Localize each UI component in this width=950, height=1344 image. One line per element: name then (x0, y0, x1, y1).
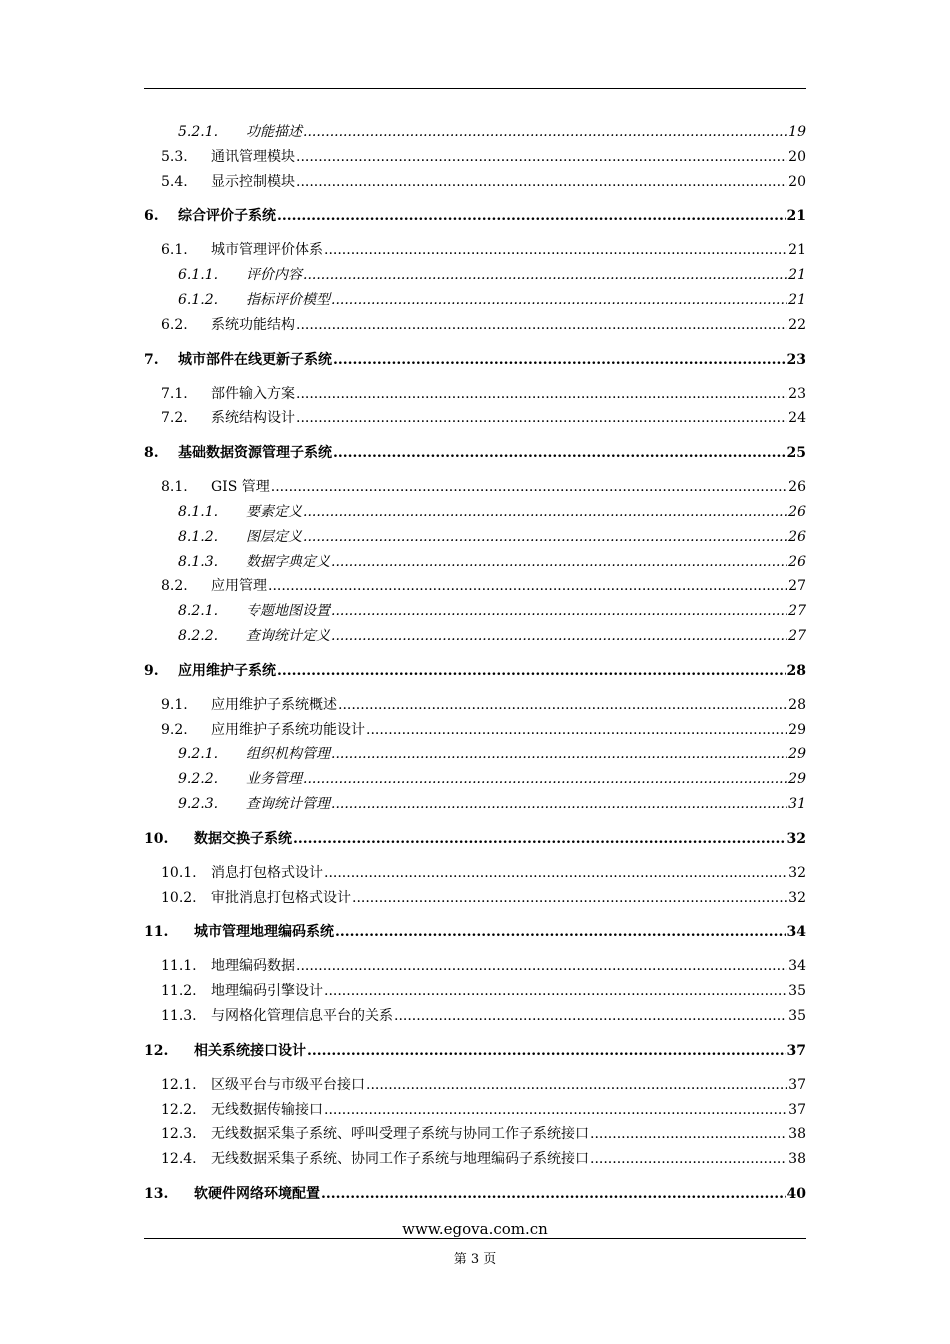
toc-entry[interactable] (144, 1100, 806, 1120)
toc-entry-title: 基础数据资源管理子系统 (178, 445, 332, 462)
toc-entry-title: 评价内容 (246, 267, 302, 284)
dot-leader (324, 863, 787, 883)
dot-leader (352, 888, 787, 908)
toc-entry-page: 24 (788, 410, 806, 427)
toc-entry-title: 部件输入方案 (211, 385, 295, 402)
toc-entry-page: 27 (788, 578, 806, 595)
toc-entry[interactable] (144, 922, 806, 942)
toc-entry-title: 查询统计管理 (246, 796, 330, 812)
dot-leader (590, 1149, 787, 1169)
toc-entry-number: 8.2. (161, 578, 188, 595)
dot-leader (296, 147, 787, 167)
toc-entry-title: 通讯管理模块 (211, 148, 295, 165)
dot-leader (333, 350, 786, 370)
dot-leader (331, 794, 787, 814)
toc-entry[interactable] (144, 240, 806, 260)
toc-entry-number: 11.3. (161, 1008, 197, 1024)
toc-entry-title: 城市管理评价体系 (211, 242, 323, 259)
toc-entry-title: 应用管理 (211, 578, 267, 595)
toc-entry-title: 无线数据传输接口 (211, 1101, 323, 1118)
dot-leader (338, 695, 787, 715)
toc-entry-page: 35 (788, 1008, 806, 1024)
toc-entry-number: 9.2.2. (178, 771, 219, 788)
toc-entry-page: 27 (788, 628, 806, 644)
dot-leader (324, 240, 787, 260)
toc-entry[interactable] (144, 443, 806, 463)
dot-leader (303, 502, 787, 522)
toc-entry[interactable] (144, 1006, 806, 1026)
toc-entry-number: 6.1.1. (178, 267, 219, 284)
toc-entry-page: 21 (788, 242, 806, 259)
toc-entry-number: 8.1.2. (178, 528, 219, 545)
toc-entry[interactable] (144, 290, 806, 310)
toc-entry-title: 应用维护子系统 (178, 662, 276, 679)
toc-entry[interactable] (144, 206, 806, 226)
toc-entry[interactable] (144, 695, 806, 715)
toc-entry[interactable] (144, 315, 806, 335)
dot-leader (324, 981, 787, 1001)
toc-entry-number: 10.1. (161, 864, 197, 881)
toc-entry[interactable] (144, 601, 806, 621)
toc-entry[interactable] (144, 1041, 806, 1061)
dot-leader (277, 206, 786, 226)
toc-entry-title: 要素定义 (246, 504, 302, 520)
dot-leader (331, 601, 787, 621)
toc-entry-number: 8.2.1. (178, 603, 219, 620)
toc-entry-number: 7.2. (161, 410, 188, 427)
toc-entry-number: 8.2.2. (178, 628, 219, 644)
toc-entry-title: 区级平台与市级平台接口 (211, 1076, 365, 1093)
toc-entry[interactable] (144, 527, 806, 547)
toc-entry-number: 6. (144, 208, 159, 225)
toc-entry-title: 城市部件在线更新子系统 (178, 351, 332, 368)
toc-entry-title: 查询统计定义 (246, 628, 330, 644)
toc-entry-page: 20 (788, 173, 806, 190)
footer-url[interactable]: www.egova.com.cn (402, 1220, 548, 1238)
toc-entry-title: 相关系统接口设计 (194, 1042, 306, 1059)
toc-entry-number: 10. (144, 830, 169, 847)
toc-entry-title: 城市管理地理编码系统 (194, 924, 334, 941)
toc-entry-page: 32 (786, 830, 806, 847)
toc-entry-number: 9.2.3. (178, 796, 219, 812)
header-rule (144, 88, 806, 89)
toc-entry[interactable] (144, 172, 806, 192)
toc-entry-number: 12. (144, 1042, 169, 1059)
toc-entry-number: 11. (144, 924, 169, 941)
dot-leader (293, 829, 786, 849)
toc-entry-page: 37 (788, 1076, 806, 1093)
toc-entry-page: 26 (788, 528, 806, 545)
toc-entry-page: 38 (788, 1126, 806, 1143)
toc-entry-number: 6.1. (161, 242, 188, 259)
dot-leader (394, 1006, 787, 1026)
dot-leader (590, 1124, 787, 1144)
toc-entry-number: 8.1.1. (178, 504, 219, 520)
toc-entry-title: 显示控制模块 (211, 173, 295, 190)
toc-entry-page: 32 (788, 889, 806, 906)
toc-entry[interactable] (144, 1149, 806, 1169)
dot-leader (268, 576, 787, 596)
toc-entry[interactable] (144, 1124, 806, 1144)
footer-rule (144, 1238, 806, 1239)
toc-entry[interactable] (144, 829, 806, 849)
toc-entry-page: 40 (786, 1186, 806, 1202)
toc-entry[interactable] (144, 661, 806, 681)
toc-entry-page: 29 (788, 746, 806, 763)
toc-entry-page: 38 (788, 1151, 806, 1168)
dot-leader (331, 744, 787, 764)
toc-entry-title: 无线数据采集子系统、呼叫受理子系统与协同工作子系统接口 (211, 1126, 589, 1143)
dot-leader (366, 720, 787, 740)
toc-entry-page: 28 (786, 662, 806, 679)
dot-leader (303, 265, 787, 285)
toc-entry-title: 系统功能结构 (211, 316, 295, 333)
toc-entry-page: 26 (788, 553, 806, 570)
toc-entry-number: 6.1.2. (178, 292, 219, 308)
toc-entry[interactable] (144, 408, 806, 428)
toc-entry-number: 12.2. (161, 1101, 197, 1118)
dot-leader (303, 122, 787, 142)
toc-entry-title: 指标评价模型 (246, 292, 330, 308)
dot-leader (296, 408, 787, 428)
toc-entry-number: 9.1. (161, 696, 188, 713)
toc-entry-title: 应用维护子系统概述 (211, 696, 337, 713)
dot-leader (296, 956, 787, 976)
toc-entry-page: 26 (788, 479, 806, 496)
toc-entry-title: 应用维护子系统功能设计 (211, 721, 365, 738)
dot-leader (296, 384, 787, 404)
toc-entry-page: 21 (788, 292, 806, 308)
dot-leader (331, 290, 787, 310)
toc-entry-page: 22 (788, 316, 806, 333)
toc-entry-title: 无线数据采集子系统、协同工作子系统与地理编码子系统接口 (211, 1151, 589, 1168)
toc-entry-page: 20 (788, 148, 806, 165)
toc-entry[interactable] (144, 720, 806, 740)
toc-entry[interactable] (144, 384, 806, 404)
toc-entry[interactable] (144, 1184, 806, 1204)
toc-entry-title: 地理编码数据 (211, 958, 295, 975)
dot-leader (331, 552, 787, 572)
toc-entry-page: 26 (788, 504, 806, 520)
toc-entry-number: 6.2. (161, 316, 188, 333)
toc-entry-title: 图层定义 (246, 528, 302, 545)
dot-leader (271, 477, 787, 497)
toc-entry[interactable] (144, 122, 806, 142)
toc-entry[interactable] (144, 769, 806, 789)
toc-entry-title: 与网格化管理信息平台的关系 (211, 1008, 393, 1024)
dot-leader (335, 922, 786, 942)
dot-leader (331, 626, 787, 646)
dot-leader (366, 1075, 787, 1095)
dot-leader (277, 661, 786, 681)
toc-entry[interactable] (144, 147, 806, 167)
toc-entry-number: 13. (144, 1186, 169, 1202)
dot-leader (303, 527, 787, 547)
dot-leader (307, 1041, 786, 1061)
toc-entry-page: 27 (788, 603, 806, 620)
toc-entry-page: 23 (786, 351, 806, 368)
toc-entry-title: 消息打包格式设计 (211, 864, 323, 881)
dot-leader (296, 172, 787, 192)
toc-entry-title: 组织机构管理 (246, 746, 330, 763)
toc-entry-number: 5.4. (161, 173, 188, 190)
toc-entry[interactable] (144, 265, 806, 285)
toc-entry[interactable] (144, 744, 806, 764)
toc-entry[interactable] (144, 350, 806, 370)
toc-entry-title: 综合评价子系统 (178, 208, 276, 225)
toc-entry[interactable] (144, 626, 806, 646)
toc-entry-page: 19 (788, 124, 806, 140)
toc-entry-number: 8. (144, 445, 159, 462)
toc-entry-title: 专题地图设置 (246, 603, 330, 620)
toc-entry-title: 数据字典定义 (246, 553, 330, 570)
dot-leader (333, 443, 786, 463)
toc-entry-page: 29 (788, 771, 806, 788)
toc-entry-page: 21 (786, 208, 806, 225)
toc-entry-page: 29 (788, 721, 806, 738)
toc-entry-number: 12.1. (161, 1076, 197, 1093)
toc-entry-page: 23 (788, 385, 806, 402)
dot-leader (321, 1184, 786, 1204)
toc-entry-number: 9.2.1. (178, 746, 219, 763)
footer-page-number: 第 3 页 (453, 1252, 497, 1267)
toc-entry-number: 12.3. (161, 1126, 197, 1143)
toc-entry-title: GIS 管理 (211, 479, 270, 496)
toc-entry-number: 9. (144, 662, 159, 679)
toc-entry-number: 7. (144, 351, 159, 368)
toc-entry-title: 系统结构设计 (211, 410, 295, 427)
toc-entry-page: 34 (786, 924, 806, 941)
toc-entry[interactable] (144, 888, 806, 908)
dot-leader (324, 1100, 787, 1120)
toc-entry-number: 9.2. (161, 721, 188, 738)
toc-entry-page: 21 (788, 267, 806, 284)
toc-entry[interactable] (144, 477, 806, 497)
toc-entry-title: 业务管理 (246, 771, 302, 788)
toc-entry[interactable] (144, 981, 806, 1001)
toc-entry-title: 地理编码引擎设计 (211, 983, 323, 1000)
toc-entry-page: 25 (786, 445, 806, 462)
toc-entry-page: 35 (788, 983, 806, 1000)
toc-entry[interactable] (144, 863, 806, 883)
toc-entry-number: 5.2.1. (178, 124, 219, 140)
toc-entry[interactable] (144, 576, 806, 596)
toc-entry-page: 34 (788, 958, 806, 975)
toc-entry-page: 37 (786, 1042, 806, 1059)
toc-entry-page: 32 (788, 864, 806, 881)
dot-leader (296, 315, 787, 335)
toc-entry-title: 数据交换子系统 (194, 830, 292, 847)
toc-entry-title: 软硬件网络环境配置 (194, 1186, 320, 1202)
toc-entry[interactable] (144, 794, 806, 814)
toc-entry-number: 5.3. (161, 148, 188, 165)
toc-entry-page: 28 (788, 696, 806, 713)
toc-entry-page: 31 (788, 796, 806, 812)
toc-entry[interactable] (144, 552, 806, 572)
toc-entry-title: 审批消息打包格式设计 (211, 889, 351, 906)
toc-entry-number: 12.4. (161, 1151, 197, 1168)
toc-entry-number: 11.2. (161, 983, 197, 1000)
toc-entry[interactable] (144, 1075, 806, 1095)
toc-entry[interactable] (144, 502, 806, 522)
toc-entry-page: 37 (788, 1101, 806, 1118)
toc-entry-number: 8.1. (161, 479, 188, 496)
toc-entry-number: 10.2. (161, 889, 197, 906)
toc-entry-number: 8.1.3. (178, 553, 219, 570)
toc-entry-number: 7.1. (161, 385, 188, 402)
dot-leader (303, 769, 787, 789)
toc-entry-number: 11.1. (161, 958, 197, 975)
toc-entry-title: 功能描述 (246, 124, 302, 140)
toc-entry[interactable] (144, 956, 806, 976)
